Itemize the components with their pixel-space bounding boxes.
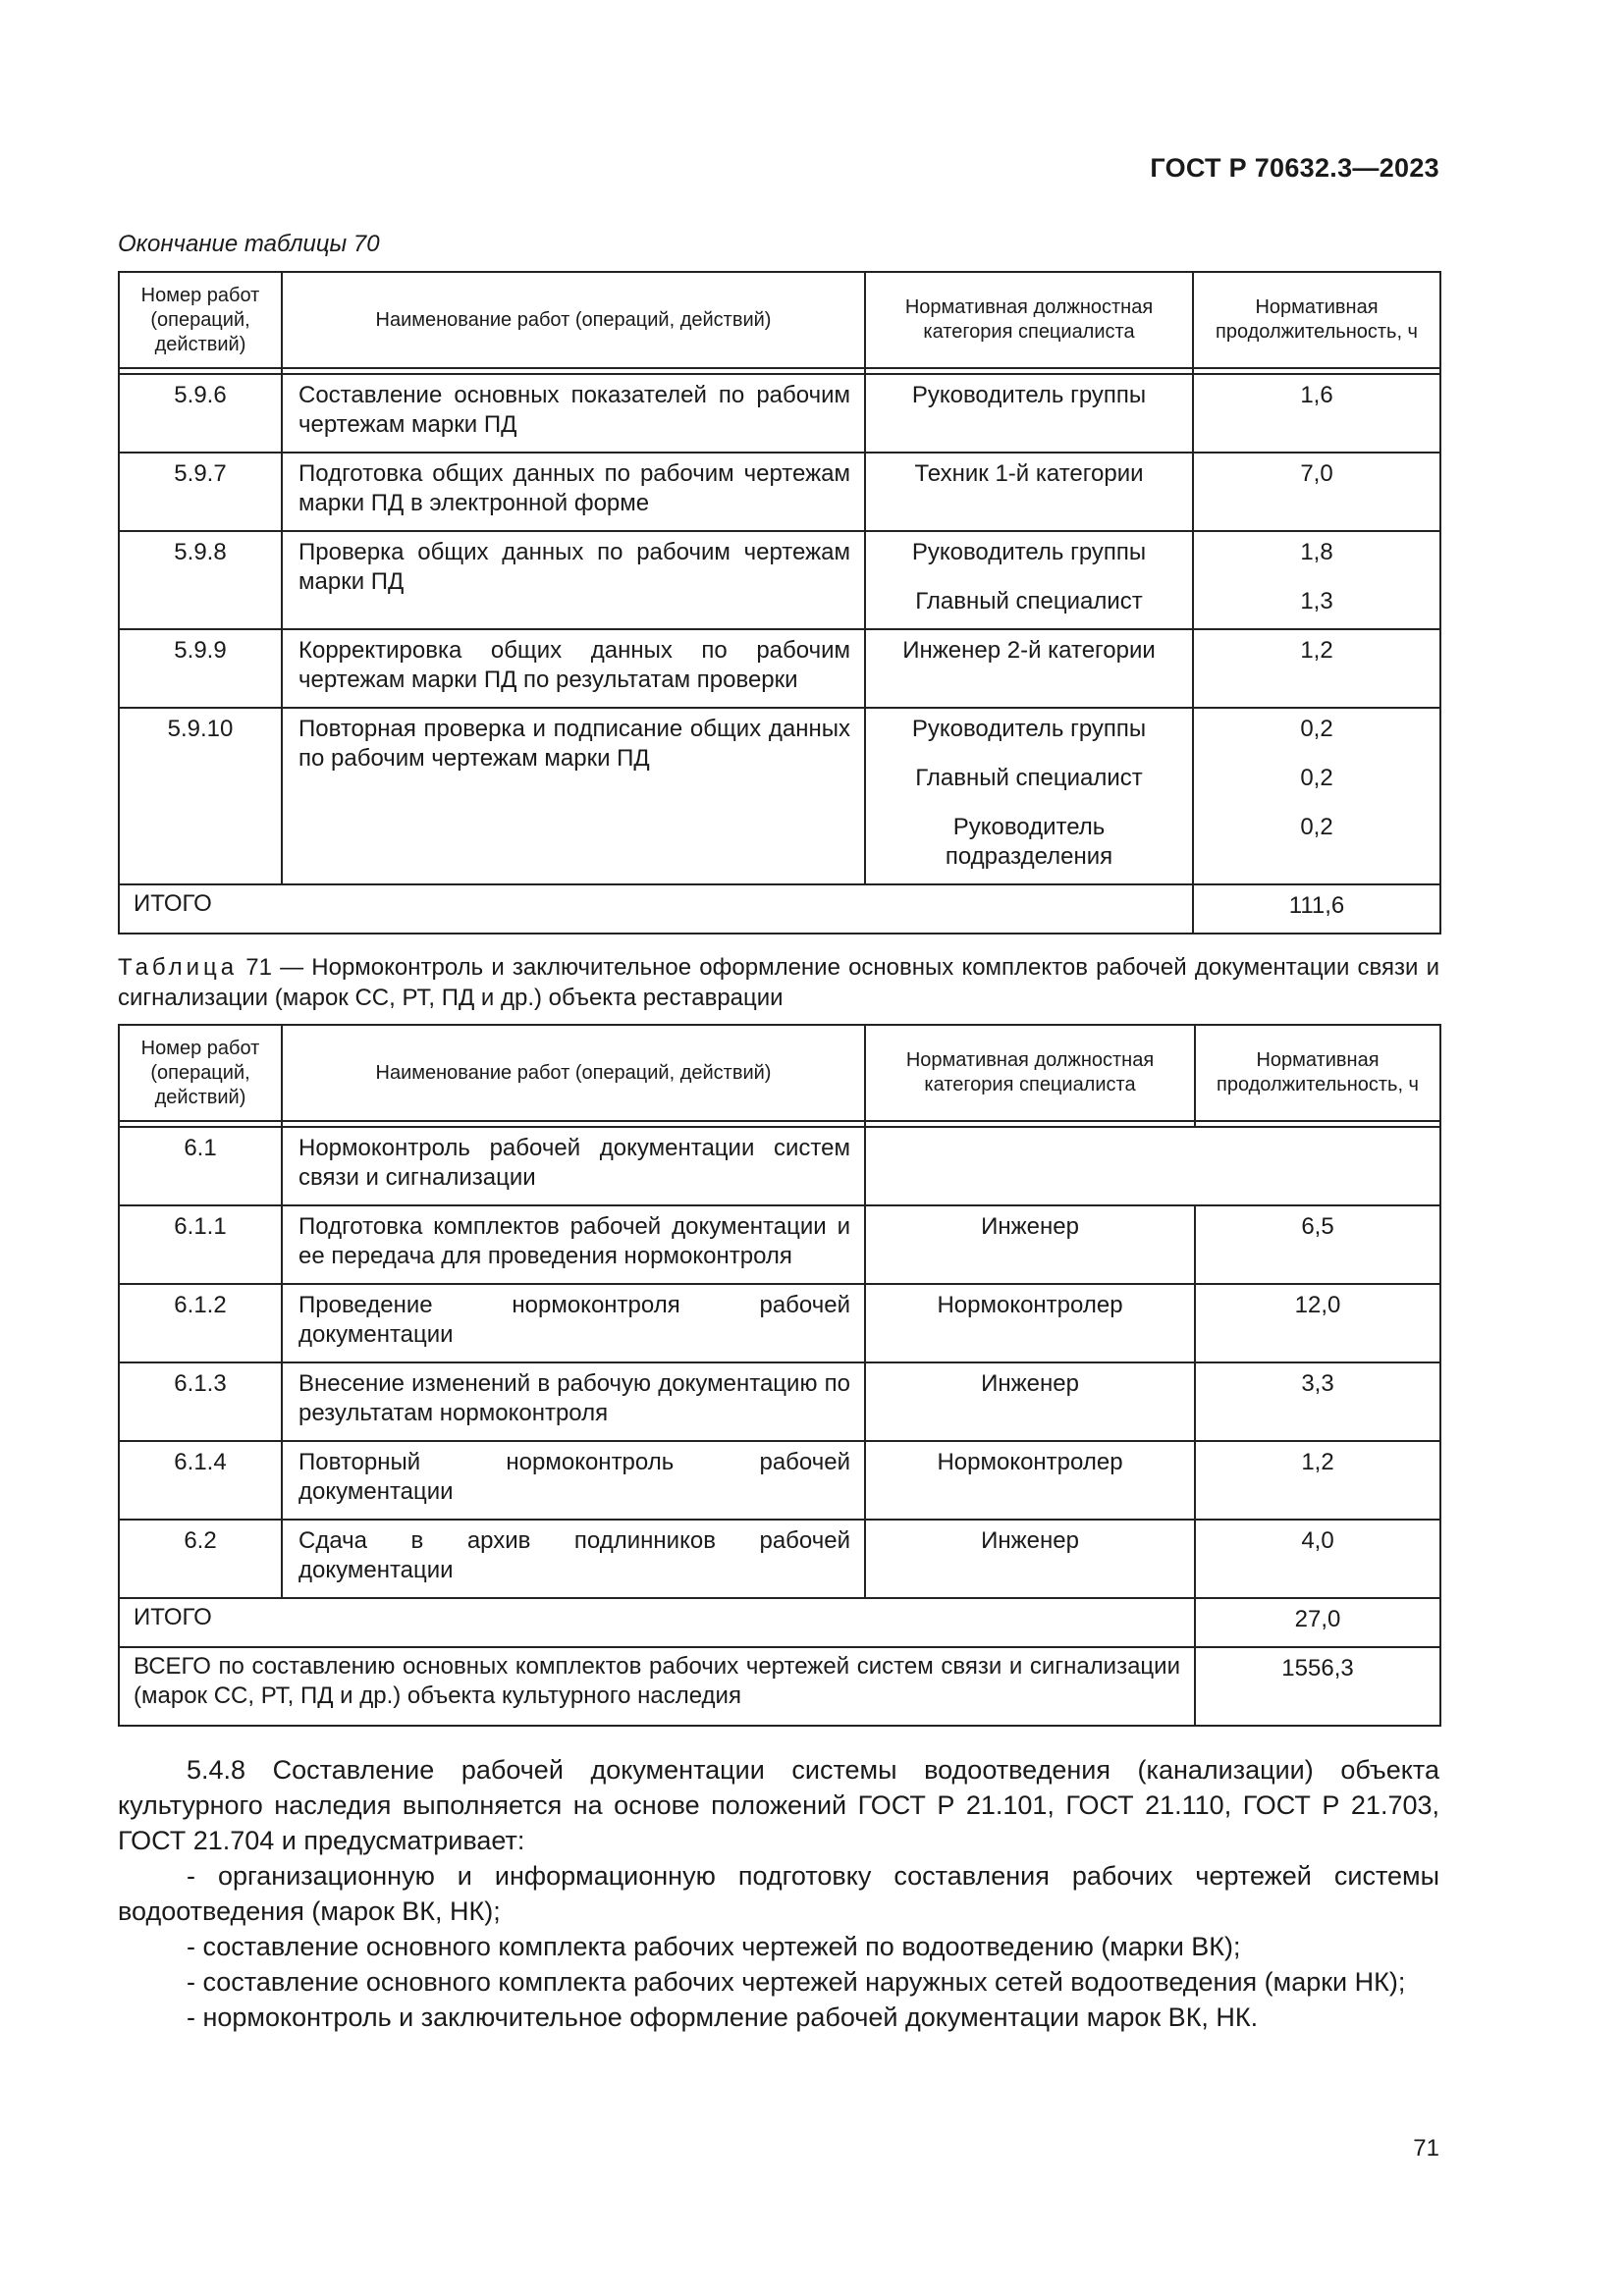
row-role: Нормоконтролер <box>865 1441 1195 1520</box>
row-name: Проверка общих данных по рабочим чертежам марки ПД <box>282 531 865 629</box>
row-name: Составление основных показателей по рабочим чертежам марки ПД <box>282 374 865 453</box>
list-item: - составление основного комплекта рабочих чертежей по водоотведению (марки ВК); <box>187 1932 1241 1961</box>
table-row <box>119 1127 1440 1205</box>
total-row <box>119 884 1440 934</box>
row-value: 1,2 <box>1195 1441 1440 1520</box>
table71-title <box>118 952 1439 1013</box>
table-header-row <box>119 1025 1440 1121</box>
role-line: Главный специалист <box>915 588 1143 614</box>
row-value: 3,3 <box>1195 1362 1440 1441</box>
row-number: 5.9.8 <box>119 531 282 629</box>
row-role: Инженер 2-й категории <box>865 629 1193 708</box>
column-header: Нормативная должностная категория специалиста <box>865 1025 1195 1121</box>
row-name: Сдача в архив подлинников рабочей документации <box>282 1520 865 1598</box>
row-number: 5.9.10 <box>119 708 282 884</box>
table-row <box>119 374 1440 453</box>
row-role: Инженер <box>865 1362 1195 1441</box>
row-role <box>865 1127 1440 1205</box>
role-line: Руководитель группы <box>911 539 1147 565</box>
row-number: 5.9.9 <box>119 629 282 708</box>
row-role: Руководитель группы <box>865 374 1193 453</box>
row-name: Подготовка общих данных по рабочим чертежам марки ПД в электронной форме <box>282 453 865 531</box>
page-number: 71 <box>1413 2135 1439 2162</box>
row-value: 1,6 <box>1193 374 1440 453</box>
value-line: 1,8 <box>1300 539 1333 565</box>
total-value: 27,0 <box>1195 1598 1440 1647</box>
row-number: 6.1.3 <box>119 1362 282 1441</box>
column-header: Нормативная должностная категория специалиста <box>865 272 1193 368</box>
row-value: 4,0 <box>1195 1520 1440 1598</box>
value-line: 1,3 <box>1300 588 1333 614</box>
value-line: 0,2 <box>1300 716 1333 742</box>
table-row <box>119 1520 1440 1598</box>
row-values <box>1193 531 1440 629</box>
table-row <box>119 1362 1440 1441</box>
column-header: Наименование работ (операций, действий) <box>282 1025 865 1121</box>
role-line: Руководитель подразделения <box>945 814 1113 870</box>
grand-total-value: 1556,3 <box>1195 1647 1440 1726</box>
list-item: - организационную и информационную подготовку составления рабочих чертежей системы водоотведения (марок ВК, НК); <box>118 1861 1439 1926</box>
table-row <box>119 453 1440 531</box>
grand-total-label: ВСЕГО по составлению основных комплектов рабочих чертежей систем связи и сигнализации (марок СС, РТ, ПД и др.) объекта культурного наследия <box>119 1647 1195 1726</box>
table-70 <box>118 271 1441 934</box>
row-value: 1,2 <box>1193 629 1440 708</box>
row-name: Корректировка общих данных по рабочим чертежам марки ПД по результатам проверки <box>282 629 865 708</box>
value-line: 0,2 <box>1300 814 1333 840</box>
row-role: Нормоконтролер <box>865 1284 1195 1362</box>
row-value: 6,5 <box>1195 1205 1440 1284</box>
table71-title-prefix: Таблица <box>118 954 239 981</box>
row-number: 6.1 <box>119 1127 282 1205</box>
table-row <box>119 629 1440 708</box>
row-value: 12,0 <box>1195 1284 1440 1362</box>
row-number: 6.1.2 <box>119 1284 282 1362</box>
row-values <box>1193 708 1440 884</box>
list-item: - нормоконтроль и заключительное оформление рабочей документации марок ВК, НК. <box>187 2002 1259 2032</box>
table-header-row <box>119 272 1440 368</box>
total-row <box>119 1598 1440 1647</box>
row-role: Техник 1-й категории <box>865 453 1193 531</box>
row-roles <box>865 531 1193 629</box>
row-roles <box>865 708 1193 884</box>
row-number: 6.2 <box>119 1520 282 1598</box>
table-row <box>119 1205 1440 1284</box>
body-section <box>118 1752 1439 2035</box>
table-row <box>119 1284 1440 1362</box>
row-number: 5.9.7 <box>119 453 282 531</box>
total-label: ИТОГО <box>119 1598 1195 1647</box>
table-row <box>119 1441 1440 1520</box>
body-paragraph: 5.4.8 Составление рабочей документации системы водоотведения (канализации) объекта культурного наследия выполняется на основе положений ГОСТ Р 21.101, ГОСТ 21.110, ГОСТ Р 21.703, ГОСТ 21.704 и предусматривает: <box>118 1755 1439 1855</box>
list-item: - составление основного комплекта рабочих чертежей наружных сетей водоотведения (марки НК); <box>187 1967 1406 1997</box>
row-name: Повторная проверка и подписание общих данных по рабочим чертежам марки ПД <box>282 708 865 884</box>
row-number: 6.1.1 <box>119 1205 282 1284</box>
row-name: Нормоконтроль рабочей документации систем связи и сигнализации <box>282 1127 865 1205</box>
table70-caption: Окончание таблицы 70 <box>118 231 380 257</box>
column-header: Номер работ (операций, действий) <box>119 272 282 368</box>
value-line: 0,2 <box>1300 765 1333 791</box>
table71-title-text: 71 — Нормоконтроль и заключительное оформление основных комплектов рабочей документации связи и сигнализации (марок СС, РТ, ПД и др.) объекта реставрации <box>118 954 1439 1011</box>
row-name: Внесение изменений в рабочую документацию по результатам нормоконтроля <box>282 1362 865 1441</box>
row-role: Инженер <box>865 1205 1195 1284</box>
row-name: Проведение нормоконтроля рабочей документации <box>282 1284 865 1362</box>
column-header: Нормативная продолжительность, ч <box>1195 1025 1440 1121</box>
row-value: 7,0 <box>1193 453 1440 531</box>
role-line: Руководитель группы <box>911 716 1147 742</box>
table-row <box>119 531 1440 629</box>
row-name: Повторный нормоконтроль рабочей документации <box>282 1441 865 1520</box>
grand-total-row <box>119 1647 1440 1726</box>
total-label: ИТОГО <box>119 884 1193 934</box>
row-role: Инженер <box>865 1520 1195 1598</box>
role-line: Главный специалист <box>915 765 1143 791</box>
row-name: Подготовка комплектов рабочей документации и ее передача для проведения нормоконтроля <box>282 1205 865 1284</box>
row-number: 6.1.4 <box>119 1441 282 1520</box>
standard-code: ГОСТ Р 70632.3—2023 <box>1150 153 1439 183</box>
column-header: Номер работ (операций, действий) <box>119 1025 282 1121</box>
total-value: 111,6 <box>1193 884 1440 934</box>
column-header: Нормативная продолжительность, ч <box>1193 272 1440 368</box>
table-71 <box>118 1024 1441 1727</box>
row-number: 5.9.6 <box>119 374 282 453</box>
table-row <box>119 708 1440 884</box>
column-header: Наименование работ (операций, действий) <box>282 272 865 368</box>
